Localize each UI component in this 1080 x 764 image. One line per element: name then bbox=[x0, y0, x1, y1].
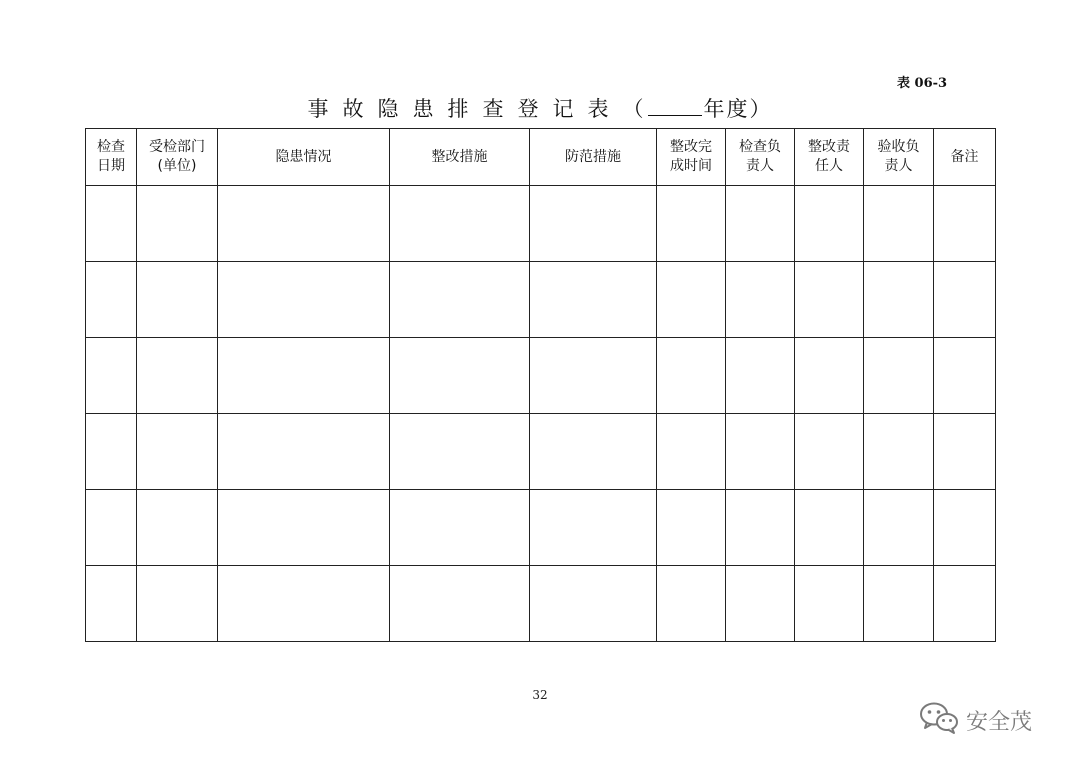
table-cell bbox=[864, 262, 934, 338]
table-cell bbox=[218, 566, 390, 642]
table-cell bbox=[137, 186, 218, 262]
table-cell bbox=[795, 490, 864, 566]
table-cell bbox=[218, 338, 390, 414]
table-cell bbox=[390, 338, 530, 414]
page-number: 32 bbox=[532, 688, 548, 702]
table-row bbox=[86, 338, 996, 414]
table-cell bbox=[726, 262, 795, 338]
table-cell bbox=[86, 414, 137, 490]
table-cell bbox=[86, 566, 137, 642]
table-cell bbox=[137, 566, 218, 642]
hazard-register-table bbox=[85, 128, 996, 642]
form-code: 表 06-3 bbox=[897, 76, 948, 91]
table-row bbox=[86, 566, 996, 642]
table-cell bbox=[86, 338, 137, 414]
table-cell bbox=[530, 490, 657, 566]
table-cell bbox=[934, 566, 996, 642]
table-cell bbox=[934, 186, 996, 262]
table-cell bbox=[864, 338, 934, 414]
table-cell bbox=[390, 414, 530, 490]
table-cell bbox=[864, 414, 934, 490]
table-cell bbox=[657, 566, 726, 642]
year-blank-line bbox=[648, 97, 702, 116]
table-cell bbox=[390, 490, 530, 566]
watermark-text: 安全茂 bbox=[966, 709, 1033, 735]
table-cell bbox=[530, 566, 657, 642]
table-cell bbox=[934, 414, 996, 490]
table-cell bbox=[530, 414, 657, 490]
table-cell bbox=[795, 262, 864, 338]
table-cell bbox=[137, 414, 218, 490]
table-cell bbox=[137, 490, 218, 566]
table-cell bbox=[726, 186, 795, 262]
form-title-suffix: 年度） bbox=[703, 97, 773, 121]
form-title-open-paren: （ bbox=[622, 97, 646, 121]
header-hazard-situation: 隐患情况 bbox=[218, 129, 390, 186]
table-cell bbox=[726, 490, 795, 566]
table-row bbox=[86, 490, 996, 566]
form-title bbox=[0, 93, 1080, 123]
table-cell bbox=[726, 338, 795, 414]
table-cell bbox=[530, 262, 657, 338]
table-row bbox=[86, 186, 996, 262]
table-cell bbox=[795, 186, 864, 262]
table-cell bbox=[657, 414, 726, 490]
table-cell bbox=[86, 262, 137, 338]
table-cell bbox=[218, 186, 390, 262]
table-cell bbox=[795, 566, 864, 642]
table-cell bbox=[137, 338, 218, 414]
table-cell bbox=[864, 490, 934, 566]
header-inspection-date: 检查 日期 bbox=[86, 129, 137, 186]
header-acceptance-lead: 验收负 责人 bbox=[864, 129, 934, 186]
header-rectification-measures: 整改措施 bbox=[390, 129, 530, 186]
header-rectification-owner: 整改责 任人 bbox=[795, 129, 864, 186]
table-cell bbox=[137, 262, 218, 338]
table-cell bbox=[390, 566, 530, 642]
table-cell bbox=[218, 414, 390, 490]
header-remarks: 备注 bbox=[934, 129, 996, 186]
header-prevention-measures: 防范措施 bbox=[530, 129, 657, 186]
table-body bbox=[86, 186, 996, 642]
table-row bbox=[86, 262, 996, 338]
header-inspection-lead: 检查负 责人 bbox=[726, 129, 795, 186]
table-cell bbox=[864, 566, 934, 642]
wechat-icon bbox=[918, 700, 960, 740]
table-cell bbox=[657, 262, 726, 338]
table-cell bbox=[934, 262, 996, 338]
table-cell bbox=[86, 490, 137, 566]
table-cell bbox=[218, 262, 390, 338]
header-row bbox=[86, 129, 996, 186]
table-cell bbox=[934, 490, 996, 566]
table-cell bbox=[218, 490, 390, 566]
table-cell bbox=[86, 186, 137, 262]
table-cell bbox=[530, 338, 657, 414]
table-cell bbox=[390, 186, 530, 262]
table-cell bbox=[795, 414, 864, 490]
table-cell bbox=[726, 414, 795, 490]
table-cell bbox=[726, 566, 795, 642]
form-title-main: 事故隐患排查登记表 bbox=[307, 97, 623, 121]
table-cell bbox=[795, 338, 864, 414]
table-cell bbox=[657, 186, 726, 262]
table-cell bbox=[390, 262, 530, 338]
watermark bbox=[918, 700, 1032, 740]
table-cell bbox=[934, 338, 996, 414]
header-completion-time: 整改完 成时间 bbox=[657, 129, 726, 186]
table-cell bbox=[657, 490, 726, 566]
table-cell bbox=[530, 186, 657, 262]
header-inspected-department: 受检部门 (单位) bbox=[137, 129, 218, 186]
table-cell bbox=[864, 186, 934, 262]
table-cell bbox=[657, 338, 726, 414]
table-row bbox=[86, 414, 996, 490]
